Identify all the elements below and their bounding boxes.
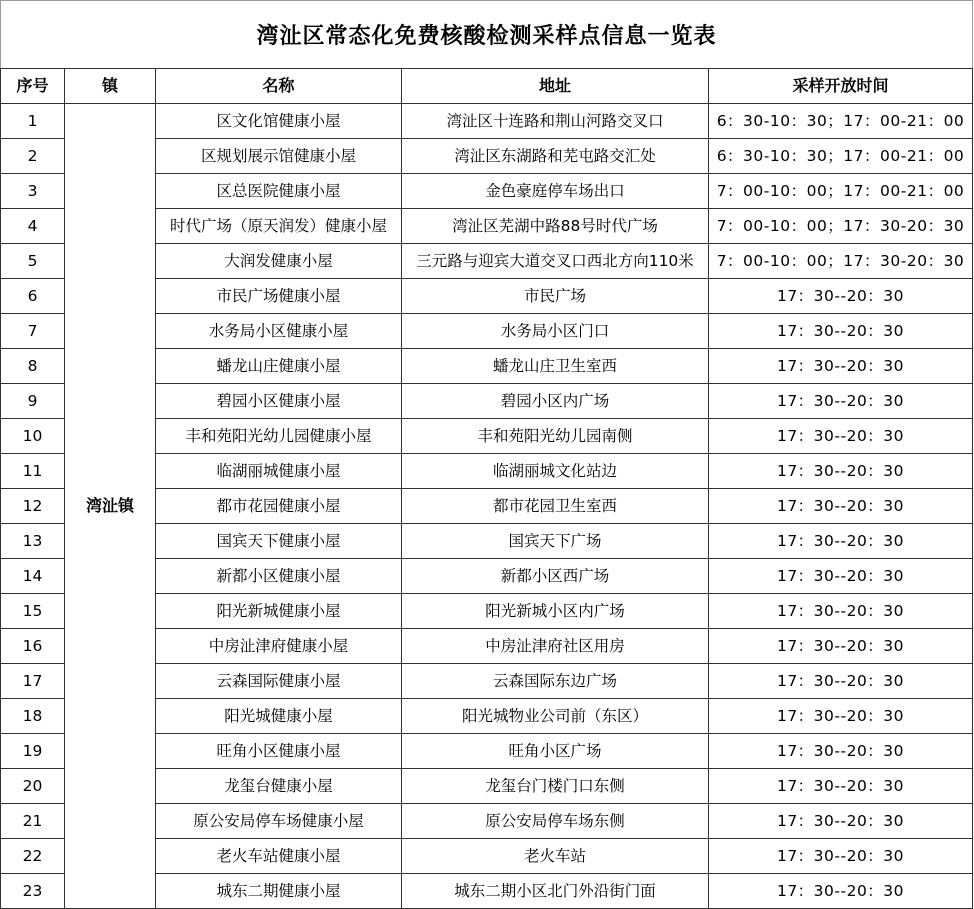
cell-time: 17：30--20：30	[709, 314, 973, 349]
cell-seq: 18	[1, 699, 65, 734]
cell-address: 阳光城物业公司前（东区）	[402, 699, 709, 734]
cell-name: 碧园小区健康小屋	[156, 384, 402, 419]
cell-name: 老火车站健康小屋	[156, 839, 402, 874]
cell-name: 区规划展示馆健康小屋	[156, 139, 402, 174]
cell-address: 中房沚津府社区用房	[402, 629, 709, 664]
cell-address: 城东二期小区北门外沿街门面	[402, 874, 709, 909]
cell-address: 市民广场	[402, 279, 709, 314]
header-row	[1, 69, 973, 104]
cell-time: 17：30--20：30	[709, 489, 973, 524]
cell-seq: 4	[1, 209, 65, 244]
cell-address: 金色豪庭停车场出口	[402, 174, 709, 209]
cell-time: 17：30--20：30	[709, 874, 973, 909]
cell-address: 云森国际东边广场	[402, 664, 709, 699]
cell-address: 国宾天下广场	[402, 524, 709, 559]
cell-time: 7：00-10：00；17：00-21：00	[709, 174, 973, 209]
cell-name: 市民广场健康小屋	[156, 279, 402, 314]
cell-time: 17：30--20：30	[709, 349, 973, 384]
cell-time: 17：30--20：30	[709, 839, 973, 874]
header-address: 地址	[402, 69, 709, 104]
cell-time: 17：30--20：30	[709, 804, 973, 839]
sampling-sites-table	[0, 68, 973, 909]
cell-seq: 5	[1, 244, 65, 279]
cell-address: 湾沚区芜湖中路88号时代广场	[402, 209, 709, 244]
cell-seq: 14	[1, 559, 65, 594]
cell-time: 17：30--20：30	[709, 419, 973, 454]
cell-name: 都市花园健康小屋	[156, 489, 402, 524]
header-town: 镇	[65, 69, 156, 104]
cell-name: 阳光城健康小屋	[156, 699, 402, 734]
cell-address: 原公安局停车场东侧	[402, 804, 709, 839]
cell-address: 碧园小区内广场	[402, 384, 709, 419]
cell-name: 阳光新城健康小屋	[156, 594, 402, 629]
cell-name: 城东二期健康小屋	[156, 874, 402, 909]
cell-time: 17：30--20：30	[709, 769, 973, 804]
cell-seq: 2	[1, 139, 65, 174]
cell-seq: 19	[1, 734, 65, 769]
cell-address: 三元路与迎宾大道交叉口西北方向110米	[402, 244, 709, 279]
cell-address: 新都小区西广场	[402, 559, 709, 594]
cell-name: 区文化馆健康小屋	[156, 104, 402, 139]
cell-name: 原公安局停车场健康小屋	[156, 804, 402, 839]
cell-time: 17：30--20：30	[709, 454, 973, 489]
cell-seq: 6	[1, 279, 65, 314]
cell-time: 17：30--20：30	[709, 629, 973, 664]
table-body	[1, 104, 973, 909]
cell-seq: 15	[1, 594, 65, 629]
cell-address: 丰和苑阳光幼儿园南侧	[402, 419, 709, 454]
cell-seq: 17	[1, 664, 65, 699]
cell-address: 水务局小区门口	[402, 314, 709, 349]
cell-seq: 1	[1, 104, 65, 139]
cell-address: 旺角小区广场	[402, 734, 709, 769]
cell-seq: 22	[1, 839, 65, 874]
cell-name: 大润发健康小屋	[156, 244, 402, 279]
cell-seq: 7	[1, 314, 65, 349]
cell-seq: 23	[1, 874, 65, 909]
cell-time: 17：30--20：30	[709, 279, 973, 314]
page-title: 湾沚区常态化免费核酸检测采样点信息一览表	[0, 0, 973, 68]
cell-address: 临湖丽城文化站边	[402, 454, 709, 489]
cell-time: 17：30--20：30	[709, 734, 973, 769]
cell-seq: 10	[1, 419, 65, 454]
cell-name: 云森国际健康小屋	[156, 664, 402, 699]
table-row	[1, 104, 973, 139]
cell-time: 17：30--20：30	[709, 594, 973, 629]
cell-address: 阳光新城小区内广场	[402, 594, 709, 629]
cell-seq: 3	[1, 174, 65, 209]
cell-address: 湾沚区十连路和荆山河路交叉口	[402, 104, 709, 139]
cell-time: 6：30-10：30；17：00-21：00	[709, 104, 973, 139]
header-time: 采样开放时间	[709, 69, 973, 104]
cell-address: 龙玺台门楼门口东侧	[402, 769, 709, 804]
cell-seq: 8	[1, 349, 65, 384]
cell-address: 湾沚区东湖路和芜屯路交汇处	[402, 139, 709, 174]
cell-seq: 12	[1, 489, 65, 524]
cell-name: 蟠龙山庄健康小屋	[156, 349, 402, 384]
cell-name: 丰和苑阳光幼儿园健康小屋	[156, 419, 402, 454]
cell-time: 17：30--20：30	[709, 384, 973, 419]
cell-name: 中房沚津府健康小屋	[156, 629, 402, 664]
cell-address: 都市花园卫生室西	[402, 489, 709, 524]
cell-name: 龙玺台健康小屋	[156, 769, 402, 804]
header-name: 名称	[156, 69, 402, 104]
cell-time: 17：30--20：30	[709, 699, 973, 734]
cell-seq: 21	[1, 804, 65, 839]
cell-time: 17：30--20：30	[709, 559, 973, 594]
cell-seq: 11	[1, 454, 65, 489]
cell-seq: 16	[1, 629, 65, 664]
cell-name: 临湖丽城健康小屋	[156, 454, 402, 489]
cell-time: 7：00-10：00；17：30-20：30	[709, 209, 973, 244]
cell-name: 国宾天下健康小屋	[156, 524, 402, 559]
cell-seq: 9	[1, 384, 65, 419]
cell-time: 17：30--20：30	[709, 664, 973, 699]
cell-seq: 20	[1, 769, 65, 804]
cell-address: 老火车站	[402, 839, 709, 874]
cell-name: 水务局小区健康小屋	[156, 314, 402, 349]
header-seq: 序号	[1, 69, 65, 104]
cell-name: 新都小区健康小屋	[156, 559, 402, 594]
cell-time: 17：30--20：30	[709, 524, 973, 559]
cell-name: 旺角小区健康小屋	[156, 734, 402, 769]
cell-seq: 13	[1, 524, 65, 559]
cell-name: 区总医院健康小屋	[156, 174, 402, 209]
cell-town: 湾沚镇	[65, 104, 156, 909]
cell-name: 时代广场（原天润发）健康小屋	[156, 209, 402, 244]
cell-address: 蟠龙山庄卫生室西	[402, 349, 709, 384]
cell-time: 6：30-10：30；17：00-21：00	[709, 139, 973, 174]
cell-time: 7：00-10：00；17：30-20：30	[709, 244, 973, 279]
